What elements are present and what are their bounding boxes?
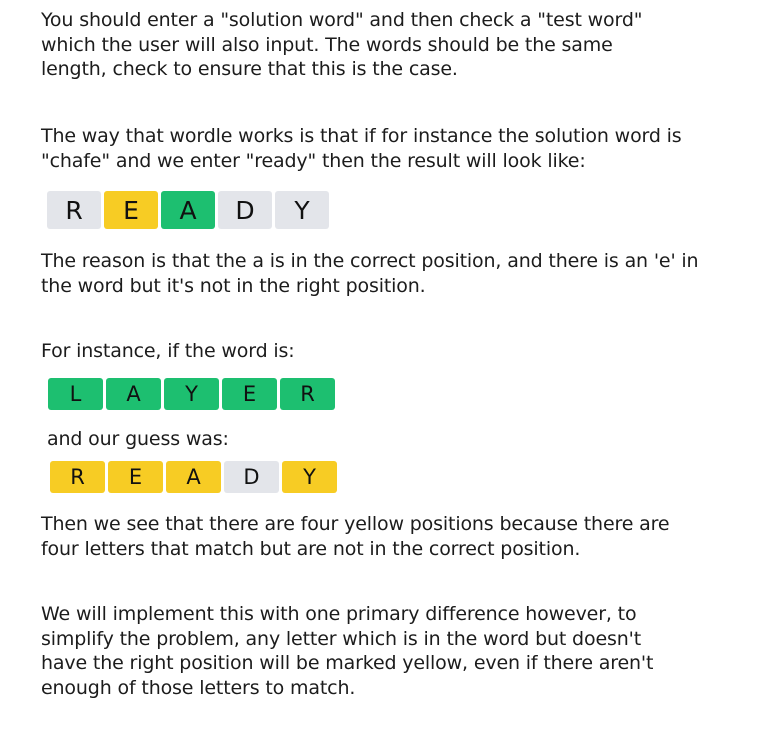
tile-letter: R [300,382,315,406]
letter-tile [280,378,335,410]
intro-paragraph: You should enter a "solution word" and then check a "test word" which the user will also input. The words should be the same length, check to ensure that this is the case. [41,9,643,80]
letter-tile [224,461,279,493]
tile-letter: D [243,465,260,489]
letter-tile [282,461,337,493]
layer-tile-row [48,378,338,410]
tile-letter: E [128,465,143,489]
letter-tile [108,461,163,493]
guess-intro-paragraph: and our guess was: [47,428,229,450]
tile-letter: L [69,382,82,406]
letter-tile [50,461,105,493]
letter-tile [222,378,277,410]
reason-paragraph: The reason is that the a is in the correct position, and there is an 'e' in the word but it's not in the right position. [41,250,699,297]
letter-tile [218,191,272,229]
implementation-paragraph: We will implement this with one primary difference however, to simplify the problem, any letter which is in the word but doesn't have the right position will be marked yellow, even if there aren't enough of those letters to match. [41,603,654,699]
letter-tile [275,191,329,229]
tile-letter: R [70,465,85,489]
letter-tile [104,191,158,229]
tile-letter: A [186,465,201,489]
tile-letter: A [179,195,197,225]
tile-letter: E [242,382,257,406]
four-yellow-paragraph: Then we see that there are four yellow positions because there are four letters that match but are not in the correct position. [41,513,670,560]
tile-letter: Y [294,195,310,225]
ready-chafe-tile-row [47,191,332,229]
tile-letter: D [235,195,255,225]
ready-layer-tile-row [50,461,340,493]
tile-letter: Y [185,382,198,406]
letter-tile [161,191,215,229]
letter-tile [164,378,219,410]
letter-tile [48,378,103,410]
for-instance-paragraph: For instance, if the word is: [41,340,295,362]
how-it-works-paragraph: The way that wordle works is that if for instance the solution word is "chafe" and we enter "ready" then the result will look like: [41,125,682,172]
letter-tile [106,378,161,410]
tile-letter: Y [303,465,316,489]
letter-tile [166,461,221,493]
tile-letter: E [123,195,139,225]
tile-letter: A [126,382,141,406]
tile-letter: R [65,195,83,225]
letter-tile [47,191,101,229]
